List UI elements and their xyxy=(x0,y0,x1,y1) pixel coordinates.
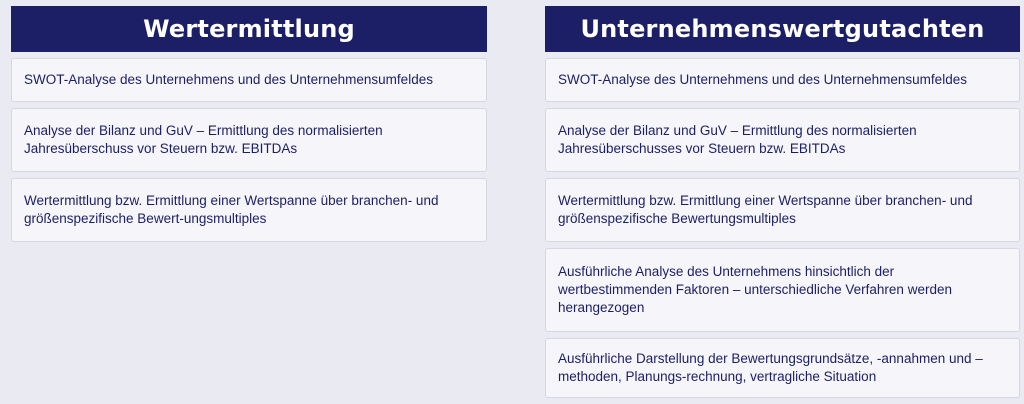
list-item-text: Analyse der Bilanz und GuV – Ermittlung des normalisierten Jahresüberschuss vor Steuern bzw. EBITDAs xyxy=(24,123,383,156)
list-item-text: Ausführliche Darstellung der Bewertungsgrundsätze, -annahmen und –methoden, Planungs-rechnung, vertragliche Situation xyxy=(558,351,983,384)
wertermittlung-column xyxy=(11,6,487,248)
list-item xyxy=(545,178,1020,242)
list-item-text: Wertermittlung bzw. Ermittlung einer Wertspanne über branchen- und größenspezifische Bewert-ungsmultiples xyxy=(24,193,439,226)
list-item xyxy=(11,108,487,172)
list-item xyxy=(11,58,487,102)
list-item xyxy=(545,58,1020,102)
unternehmenswertgutachten-header: Unternehmenswertgutachten xyxy=(545,6,1020,52)
unternehmenswertgutachten-column xyxy=(545,6,1020,404)
list-item xyxy=(545,338,1020,398)
list-item-text: SWOT-Analyse des Unternehmens und des Unternehmensumfeldes xyxy=(558,72,967,87)
list-item-text: Analyse der Bilanz und GuV – Ermittlung des normalisierten Jahresüberschusses vor Steuern bzw. EBITDAs xyxy=(558,123,917,156)
list-item xyxy=(545,248,1020,332)
list-item xyxy=(11,178,487,242)
list-item-text: SWOT-Analyse des Unternehmens und des Unternehmensumfeldes xyxy=(24,72,433,87)
list-item-text: Ausführliche Analyse des Unternehmens hinsichtlich der wertbestimmenden Faktoren – unterschiedliche Verfahren werden herangezogen xyxy=(558,264,952,315)
list-item xyxy=(545,108,1020,172)
list-item-text: Wertermittlung bzw. Ermittlung einer Wertspanne über branchen- und größenspezifische Bewertungsmultiples xyxy=(558,193,973,226)
wertermittlung-header: Wertermittlung xyxy=(11,6,487,52)
